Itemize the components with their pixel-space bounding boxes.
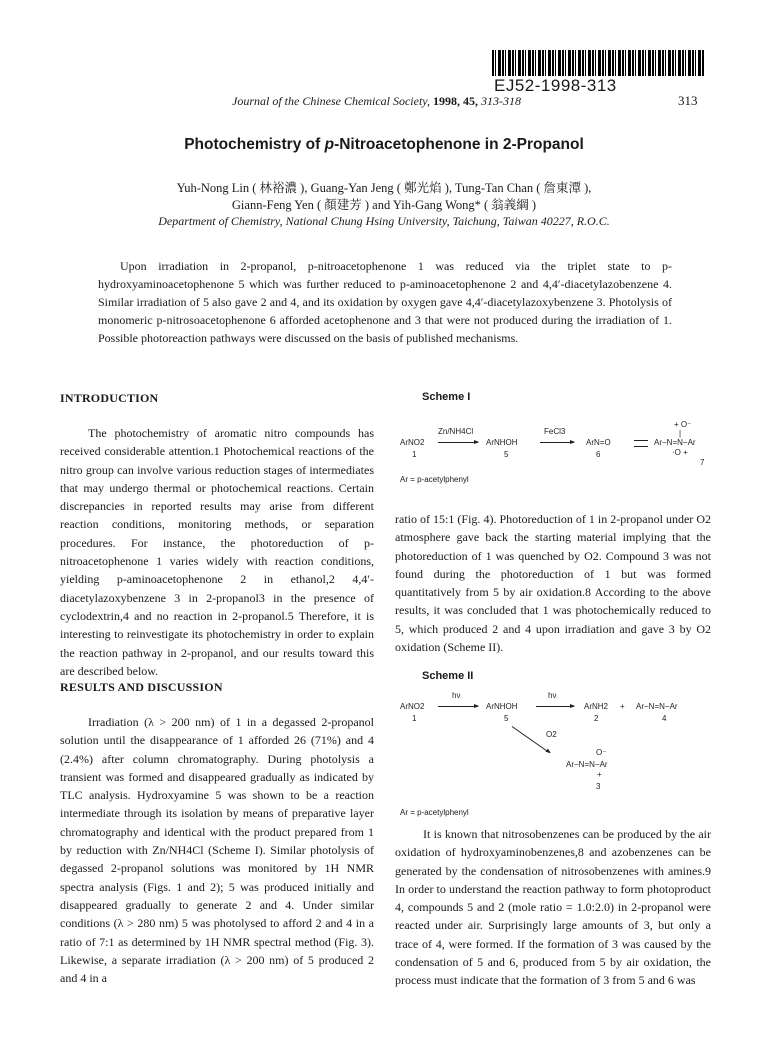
s1-label-1: 1 <box>412 450 417 459</box>
s2-compound-3: Ar−N=N−Ar <box>566 760 608 769</box>
s1-label-7: 7 <box>700 458 705 467</box>
introduction-heading: INTRODUCTION <box>60 391 159 405</box>
s2-label-1: 1 <box>412 714 417 723</box>
s1-arrow-2 <box>540 442 574 443</box>
s2-oxide-top: O⁻ <box>596 748 607 757</box>
authors-line-2: Giann-Feng Yen ( 顏建芳 ) and Yih-Gang Wong* ( 翁義綱 ) <box>231 198 537 212</box>
s1-compound-7: Ar−N=N−Ar <box>654 438 696 447</box>
s1-note: Ar = p-acetylphenyl <box>400 475 469 484</box>
results-heading: RESULTS AND DISCUSSION <box>60 680 223 694</box>
abstract-text: Upon irradiation in 2-propanol, p-nitroacetophenone 1 was reduced via the triplet state to p-hydroxyaminoacetophenone 5 which was further reduced to p-aminoacetophenone 2 and 4,4′-diacetylazobenzene 4. Similar irradiation of 5 also gave 2 and 4, and its oxidation by oxygen gave 4,4′-diacetylazoxybenzene 3. Photolysis of monomeric p-nitrosoacetophenone 6 afforded acetophenone and 3 that were not produced during the irradiation of 1. Possible photoreaction pathways were discussed on the basis of published mechanisms. <box>98 259 672 345</box>
s2-label-2: 2 <box>594 714 599 723</box>
s2-o2: O2 <box>546 730 557 739</box>
author-list <box>0 180 768 214</box>
s1-dimer-bond: | <box>679 429 682 438</box>
s2-arrow-1 <box>438 706 478 707</box>
results-text: Irradiation (λ > 200 nm) of 1 in a degassed 2-propanol solution until the disappearance of 1 afforded 26 (71%) and 4 (2.4%) after column chromatography. During photolysis a transient was formed and disappeared gradually as indicated by TLC analysis. Hydroxyamine 5 was shown to be a reaction intermediate through its isolation by means of preparative layer chromatography and identical with the product prepared from 1 by reduction with Zn/NH4Cl (Scheme I). Similar photolysis of degassed 2-propanol solutions was monitored by 1H NMR spectra analysis (Figs. 1 and 2); 5 was produced initially and disappeared gradually to generate 2 and 4. Under similar conditions (λ > 280 nm) 5 was photolysed to afford 2 and 4 in a ratio of 7:1 as determined by 1H NMR spectral method (Fig. 3). Likewise, a separate irradiation (λ > 200 nm) of 5 produced 2 and 4 in a <box>60 715 374 986</box>
s2-oxidation-arrow <box>512 726 550 753</box>
right-text-2: It is known that nitrosobenzenes can be produced by the air oxidation of hydroxyaminobenzenes,8 and azobenzenes can be generated by the condensation of nitrosobenzenes with amines.9 In order to understand the reaction pathway to form photoproduct 4, compounds 5 and 2 (mole ratio = 1.0:2.0) in 2-propanol were reacted under air. Surprisingly large amounts of 3, but only a trace of 4, were formed. If the formation of 3 was caused by the condensation of 5 and 6, produced from 5 by air oxidation, the process must indicate that the formation of 3 from 5 and 6 was <box>395 827 711 988</box>
s2-label-5: 5 <box>504 714 509 723</box>
s1-reagent-1: Zn/NH4Cl <box>438 427 474 436</box>
document-code: EJ52-1998-313 <box>494 76 617 95</box>
s2-compound-5: ArNHOH <box>486 702 518 711</box>
authors-line-1: Yuh-Nong Lin ( 林裕濃 ), Guang-Yan Jeng ( 鄭光焰 ), Tung-Tan Chan ( 詹東潭 ), <box>176 181 592 195</box>
barcode <box>492 50 704 76</box>
s2-hv-1: hν <box>452 691 461 700</box>
paper-title: Photochemistry of p-Nitroacetophenone in 2-Propanol <box>184 136 584 153</box>
s2-hv-2: hν <box>548 691 557 700</box>
s2-label-4: 4 <box>662 714 667 723</box>
introduction-text: The photochemistry of aromatic nitro compounds has received considerable attention.1 Photochemical reactions of the nitro group can involve various reduction stages of intermediates that may undergo thermal or photochemical reactions. Certain discrepancies in reported results may arise from different reaction conditions, monitoring methods, or separation procedures. For instance, the photoreduction of p-nitroacetophenone 1 varies widely with reaction conditions, yielding p-aminoacetophenone 2 in ethanol,2 4,4′-diacetylazoxybenzene 3 in 2-propanol3 in the presence of cyclodextrin,4 and no reaction in 2-propanol.5 Therefore, it is interesting to reinvestigate its photochemistry in order to explain the reaction pathway in 2-propanol, and our results toward this are described below. <box>60 426 374 678</box>
s1-dimer-bottom: ·O + <box>672 448 688 457</box>
scheme-2-title: Scheme II <box>422 670 474 682</box>
journal-citation: Journal of the Chinese Chemical Society, 1998, 45, 313-318 <box>232 94 521 108</box>
s2-arrow-2 <box>536 706 574 707</box>
page-number: 313 <box>678 93 698 108</box>
right-text-1: ratio of 15:1 (Fig. 4). Photoreduction of 1 in 2-propanol under O2 atmosphere gave back the starting material implying that the photoreduction of 1 was quenched by O2. Compound 3 was not found during the photoreduction of 1 but was formed quantitatively from 5 by air oxidation.8 According to the above results, it was concluded that 1 was photochemically reduced to 5, which produced 2 and 4 upon irradiation and gave 3 by O2 oxidation (Scheme II). <box>395 512 711 655</box>
s2-compound-4: Ar−N=N−Ar <box>636 702 678 711</box>
scheme-1-title: Scheme I <box>422 391 471 403</box>
s2-note: Ar = p-acetylphenyl <box>400 808 469 817</box>
s2-compound-2: ArNH2 <box>584 702 609 711</box>
affiliation: Department of Chemistry, National Chung Hsing University, Taichung, Taiwan 40227, R.O.C. <box>158 214 610 228</box>
abstract <box>98 257 672 347</box>
s1-label-6: 6 <box>596 450 601 459</box>
s1-arrow-1 <box>438 442 478 443</box>
s1-reagent-2: FeCl3 <box>544 427 566 436</box>
scheme-2 <box>400 690 710 810</box>
s1-compound-5: ArNHOH <box>486 438 518 447</box>
s1-equilibrium-arrow <box>634 440 648 447</box>
s1-compound-6: ArN=O <box>586 438 611 447</box>
s2-compound-1: ArNO2 <box>400 702 425 711</box>
s2-plus: + <box>620 702 625 711</box>
s1-label-5: 5 <box>504 450 509 459</box>
s2-oxide-plus: + <box>597 770 602 779</box>
s1-dimer-top: + O⁻ <box>674 420 692 429</box>
s2-label-3: 3 <box>596 782 601 791</box>
s1-compound-1: ArNO2 <box>400 438 425 447</box>
